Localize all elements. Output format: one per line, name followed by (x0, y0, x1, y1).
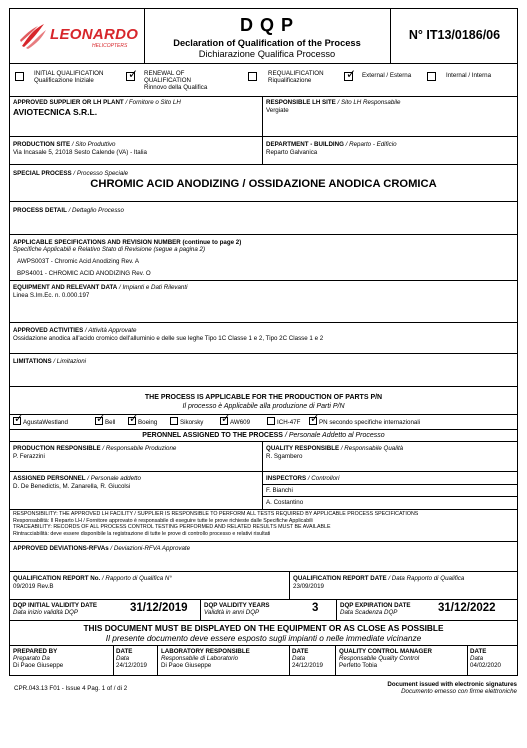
production-site-label: PRODUCTION SITE / Sito Produttivo (13, 141, 116, 148)
checkmark-icon: ✓ (310, 412, 320, 425)
initial-validity-label-it: Data inizio validità DQP (13, 609, 78, 616)
checkmark-icon: ✓ (346, 67, 357, 81)
divider (9, 571, 518, 572)
checkmark-icon: ✓ (128, 67, 139, 81)
equipment-value: Linea S.Im.Ec. n. 0.000.197 (13, 292, 90, 299)
qualification-report-label: QUALIFICATION REPORT No. / Rapporto di Qualifica N° (13, 575, 172, 582)
doc-subtitle-it: Dichiarazione Qualifica Processo (198, 49, 336, 59)
initial-qualification-checkbox[interactable] (15, 72, 24, 81)
divider (262, 496, 518, 497)
divider (9, 201, 518, 202)
applicability-option-international[interactable]: ✓ PN secondo specifiche internazionali (310, 412, 421, 426)
divider (9, 386, 518, 387)
divider (9, 164, 518, 165)
divider (200, 599, 201, 620)
initial-qualification-label: INITIAL QUALIFICATION Qualificazione Iniziale (34, 70, 104, 84)
approved-activities-value: Ossidazione anodica all'acido cromico dell'alluminio e delle sue leghe Tipo 1C Classe 1 e 2, Tipo 2C Classe 1 e 2 (13, 335, 324, 342)
process-detail-label: PROCESS DETAIL / Dettaglio Processo (13, 207, 124, 214)
production-responsible-value: P. Ferazzini (13, 453, 45, 460)
divider (467, 645, 468, 676)
logo-subtext: HELICOPTERS (92, 43, 128, 49)
divider (9, 509, 518, 510)
divider (336, 599, 337, 620)
display-notice-it: Il presente documento deve essere esposto sugli impianti o nelle immediate vicinanze (105, 633, 422, 643)
department-value: Reparto Galvanica (266, 149, 318, 156)
doc-subtitle-en: Declaration of Qualification of the Process (173, 38, 361, 48)
responsible-site-value: Vergiate (266, 107, 289, 114)
inspector-value: F. Bianchi (266, 487, 293, 494)
validity-years-value: 3 (312, 602, 319, 614)
checkmark-icon: ✓ (129, 412, 139, 425)
divider (9, 429, 518, 430)
electronic-signature-note-it: Documento emesso con firme elettroniche (401, 688, 517, 695)
external-checkbox[interactable] (344, 67, 357, 81)
divider (9, 541, 518, 542)
divider (9, 620, 518, 621)
applicability-option-boeing[interactable]: ✓ Boeing (129, 412, 158, 426)
special-process-label: SPECIAL PROCESS / Processo Speciale (13, 170, 129, 177)
logo-text: LEONARDO (50, 26, 139, 43)
renewal-checkbox[interactable] (126, 67, 139, 81)
expiration-label-it: Data Scadenza DQP (340, 609, 398, 616)
prepared-date-block: DATE Data 24/12/2019 (116, 648, 147, 669)
requalification-checkbox[interactable] (248, 72, 257, 81)
quality-manager-block: QUALITY CONTROL MANAGER Responsabile Quality Control Perfetto Tobia (339, 648, 432, 669)
electronic-signature-note-en: Document issued with electronic signatures (387, 681, 517, 688)
qualification-report-date-label: QUALIFICATION REPORT DATE / Data Rapporto di Qualifica (293, 575, 465, 582)
assigned-personnel-label: ASSIGNED PERSONNEL / Personale addetto (13, 475, 141, 482)
divider (289, 645, 290, 676)
applicability-option-aw609[interactable]: ✓ AW609 (221, 412, 251, 426)
divider (9, 63, 518, 64)
applicability-option-agustawestland[interactable]: ✓ AgustaWestland (14, 412, 68, 426)
approved-activities-label: APPROVED ACTIVITIES / Attività Approvate (13, 327, 137, 334)
divider (9, 353, 518, 354)
internal-label: Internal / Interna (446, 72, 492, 79)
divider (9, 234, 518, 235)
checkmark-icon: ✓ (221, 412, 231, 425)
leonardo-logo (14, 14, 142, 56)
requalification-label: REQUALIFICATION Riqualificazione (268, 70, 324, 84)
renewal-label: RENEWAL OF QUALIFICATION Rinnovo della Qualifica (144, 70, 208, 91)
specifications-label-it: Specifiche Applicabili e Relativo Stato di Revisione (segue a pagina 2) (13, 246, 206, 253)
quality-responsible-value: R. Sgambero (266, 453, 303, 460)
limitations-label: LIMITATIONS / Limitazioni (13, 358, 87, 365)
supplier-value: AVIOTECNICA S.R.L. (13, 107, 98, 117)
applicability-title: THE PROCESS IS APPLICABLE FOR THE PRODUCTION OF PARTS P/N (144, 394, 383, 401)
doc-title: D Q P (239, 15, 294, 35)
divider (262, 441, 263, 509)
production-responsible-label: PRODUCTION RESPONSIBLE / Responsabile Produzione (13, 445, 177, 452)
divider (157, 645, 158, 676)
assigned-personnel-value: D. De Benedictis, M. Zanarella, R. Giucolsi (13, 483, 131, 490)
inspector-value: A. Costantino (266, 499, 304, 506)
divider (9, 414, 518, 415)
divider (335, 645, 336, 676)
production-site-value: Via Incasale 5, 21018 Sesto Calende (VA) - Italia (13, 149, 147, 156)
divider (262, 96, 263, 164)
divider (9, 599, 518, 600)
quality-date-block: DATE Data 04/02/2020 (470, 648, 501, 669)
responsibility-text: RESPONSIBILITY: THE APPROVED LH FACILITY / SUPPLIER IS RESPONSIBLE TO PERFORM ALL TESTS REQUIRED BY APPLICABLE PROCESS SPECIFICATIONS Responsabilità: Il Reparto LH / Fornitore approvato è responsabile di eseguire tutte le prove richieste dalle Specifiche Applicabili TRACEABILITY: RECORDS OF ALL PROCESS CONTROL TESTING PERFORMED AND RELATED RESULTS MUST BE AVAILABLE Rintracciabilità: deve essere disponibile la registrazione di tutte le prove di controllo processo e relativi risultati (13, 511, 419, 537)
applicability-option-bell[interactable]: ✓ Bell (96, 412, 116, 426)
divider (9, 441, 518, 442)
divider (9, 322, 518, 323)
responsible-site-label: RESPONSIBLE LH SITE / Sito LH Responsabile (266, 99, 401, 106)
divider (289, 571, 290, 599)
specifications-label: APPLICABLE SPECIFICATIONS AND REVISION NUMBER (continue to page 2) (13, 239, 242, 246)
display-notice-en: THIS DOCUMENT MUST BE DISPLAYED ON THE EQUIPMENT OR AS CLOSE AS POSSIBLE (83, 623, 444, 633)
initial-validity-value: 31/12/2019 (130, 602, 188, 614)
form-code: CPR.043.13 F01 - Issue 4 Pag. 1 of / di 2 (14, 685, 128, 692)
initial-validity-label: DQP INITIAL VALIDITY DATE (13, 602, 97, 609)
divider (9, 136, 518, 137)
specification-item: AWPS003T - Chromic Acid Anodizing Rev. A (17, 258, 139, 265)
divider (9, 96, 518, 97)
divider (9, 280, 518, 281)
checkmark-icon: ✓ (96, 412, 106, 425)
expiration-label: DQP EXPIRATION DATE (340, 602, 411, 609)
lab-responsible-block: LABORATORY RESPONSIBLE Responsabile di Laboratorio Di Paoe Giuseppe (161, 648, 250, 669)
specification-item: BPS4001 - CHROMIC ACID ANODIZING Rev. O (17, 270, 151, 277)
divider (9, 645, 518, 646)
checkmark-icon: ✓ (14, 412, 24, 425)
doc-number: N° IT13/0186/06 (408, 28, 501, 42)
divider (9, 471, 518, 472)
supplier-label: APPROVED SUPPLIER OR LH PLANT / Fornitore o Sito LH (13, 99, 181, 106)
applicability-title-it: Il processo è Applicabile alla produzione di Parti P/N (182, 403, 345, 410)
department-label: DEPARTMENT - BUILDING / Reparto - Edificio (266, 141, 397, 148)
internal-checkbox[interactable] (427, 72, 436, 81)
divider (113, 645, 114, 676)
validity-years-label: DQP VALIDITY YEARS (204, 602, 270, 609)
deviations-label: APPROVED DEVIATIONS-RFVAs / Deviazioni-RFVA Approvate (13, 545, 191, 552)
inspectors-label: INSPECTORS / Controllori (266, 475, 340, 482)
leonardo-emblem-icon (18, 20, 48, 50)
expiration-value: 31/12/2022 (438, 602, 496, 614)
qualification-report-value: 09/2019 Rev.B (13, 583, 54, 590)
lab-date-block: DATE Data 24/12/2019 (292, 648, 323, 669)
equipment-label: EQUIPMENT AND RELEVANT DATA / Impianti e Dati Rilevanti (13, 284, 188, 291)
applicability-option-sikorsky[interactable]: Sikorsky (170, 417, 203, 426)
validity-years-label-it: Validità in anni DQP (204, 609, 260, 616)
external-label: External / Esterna (362, 72, 412, 79)
quality-responsible-label: QUALITY RESPONSIBLE / Responsabile Qualità (266, 445, 404, 452)
applicability-option-ich47f[interactable]: ICH-47F (267, 417, 300, 426)
personnel-title: PERONNEL ASSIGNED TO THE PROCESS / Personale Addetto al Processo (142, 432, 385, 439)
prepared-by-block: PREPARED BY Preparato Da Di Paoe Giuseppe (13, 648, 64, 669)
divider (262, 484, 518, 485)
special-process-value: CHROMIC ACID ANODIZING / OSSIDAZIONE ANODICA CROMICA (90, 178, 437, 190)
qualification-report-date-value: 23/09/2019 (293, 583, 324, 590)
